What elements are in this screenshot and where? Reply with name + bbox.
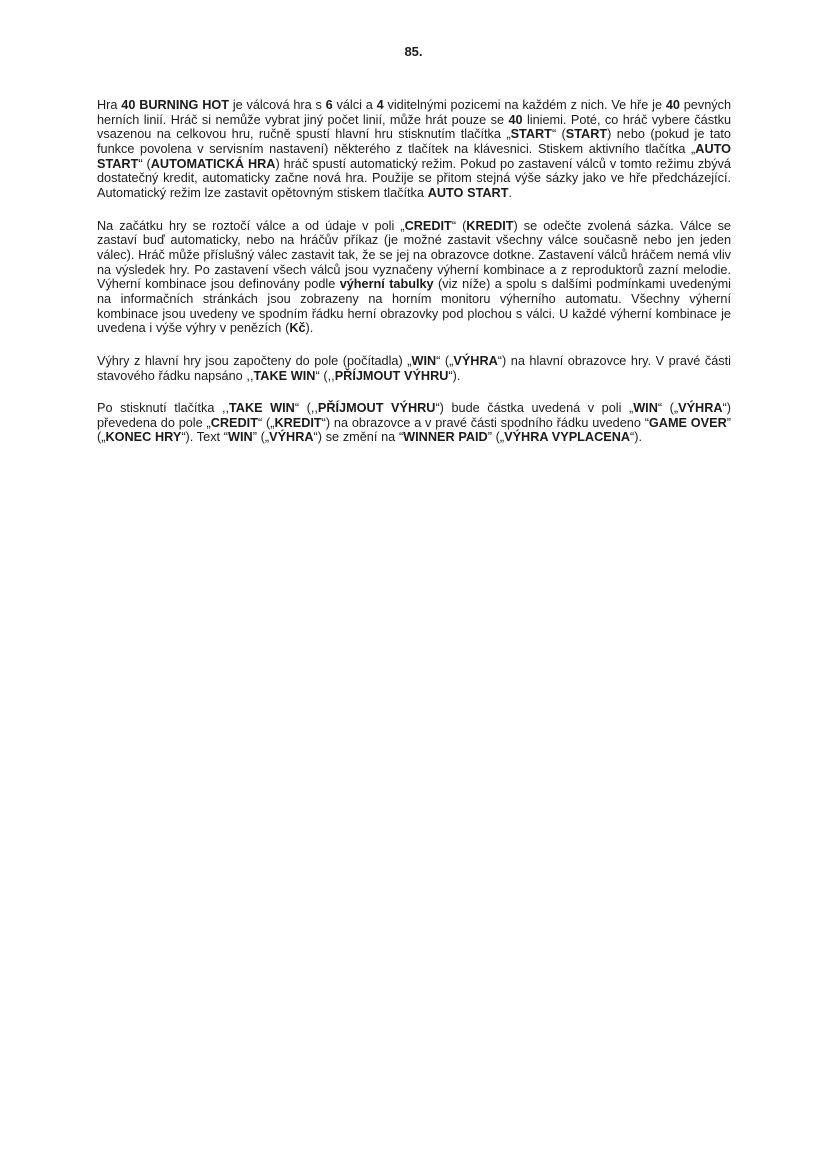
text-run: ). [305,321,314,336]
text-run: (viz níže) a spolu s dalšími podmínkami uvedenými na informačních stránkách jsou zobrazeny na horním monitoru výherního automatu. Všechny výherní kombinace jsou uvedeny ve spodním řádku herní obrazovky pod plochou s válci. U každé výherní kombinace je uvedena i výše výhry v penězích ( [97,277,731,336]
text-run-bold: GAME OVER [648,415,727,430]
text-run: ) se odečte zvolená sázka. Válce se zastaví buď automaticky, nebo na hráčův příkaz (je možné zastavit všechny válce současně nebo jen jeden válec). Hráč může příslušný válec zastavit tak, že se jej na obrazovce dotkne. Zastavení válců hráčem nemá vliv na výsledek hry. Po zastavení všech válců jsou vyznačeny výherní kombinace a z reproduktorů zazní melodie. Výherní kombinace jsou definovány podle [97,218,731,292]
paragraph [97,98,731,201]
text-run: Výhry z hlavní hry jsou započteny do pole (počítadla) „ [97,353,412,368]
text-run: Po stisknutí tlačítka ,, [97,401,229,416]
text-run-bold: WINNER PAID [403,430,488,445]
text-run-bold: START [565,127,608,142]
text-run-bold: Kč [289,321,306,336]
text-run: . [508,185,513,200]
text-run-bold: VÝHRA [678,401,723,416]
text-run-bold: PŘÍJMOUT VÝHRU [334,368,449,383]
text-run-bold: TAKE WIN [229,401,295,416]
text-run: ) nebo (pokud je tato funkce povolena v servisním nastavení) některého z tlačítek na klávesnici. Stiskem aktivního tlačítka „ [97,127,731,156]
text-run-bold: AUTOMATICKÁ HRA [150,156,276,171]
text-run-bold: KONEC HRY [105,430,182,445]
text-run-bold: PŘÍJMOUT VÝHRU [317,401,436,416]
text-run-bold: AUTO START [427,185,509,200]
text-run: viditelnými pozicemi na každém z nich. Ve hře je [383,98,666,112]
text-run: “ ( [138,156,151,171]
text-run-bold: TAKE WIN [253,368,316,383]
text-run: liniemi. Poté, co hráč vybere částku vsazenou na celkovou hru, ručně spustí hlavní hru stisknutím tlačítka „ [97,112,731,142]
text-run: pevných herních linií. Hráč si nemůže vybrat jiný počet linií, může hrát pouze se [97,98,732,127]
text-run: “) převedena do pole „ [97,401,731,430]
text-run-bold: výherní tabulky [339,277,434,292]
text-run: “ ( [451,218,467,233]
text-run: ” („ [487,430,505,445]
text-run: “ („ [257,415,275,430]
text-run: “) se změní na “ [313,430,404,445]
text-run-bold: WIN [411,353,437,368]
text-run-bold: 40 [665,98,680,112]
text-run-bold: 6 [325,98,333,112]
text-run-bold: 40 [508,112,523,127]
text-run: “). Text “ [181,430,229,445]
paragraph [97,354,731,383]
text-run: “ (,, [294,401,318,416]
text-run: ) hráč spustí automatický režim. Pokud po zastavení válců v tomto režimu zbývá dostatečný kredit, automaticky začne nová hra. Použije se přitom stejná výše sázky jako ve hře předcházející. Automatický režim lze zastavit opětovným stiskem tlačítka [97,156,731,200]
text-run: je válcová hra s [229,98,326,112]
text-run: “ („ [436,353,454,368]
text-run-bold: START [510,127,552,142]
text-run-bold: CREDIT [210,415,258,430]
text-run: ” („ [252,430,270,445]
text-run-bold: AUTO START [97,141,731,171]
paragraph [97,401,731,445]
text-run: “ („ [657,401,679,416]
text-run-bold: WIN [633,401,658,416]
paragraph [97,219,731,336]
text-run: “). [448,368,461,383]
text-run: Hra [97,98,122,112]
text-run-bold: KREDIT [466,218,514,233]
text-run-bold: KREDIT [274,415,322,430]
text-run-bold: CREDIT [404,218,452,233]
text-run: “) bude částka uvedená v poli „ [435,401,634,416]
page-number: 85. [404,44,423,59]
text-run-bold: VÝHRA [269,430,314,445]
text-run: válci a [332,98,377,112]
text-run: “) na hlavní obrazovce hry. V pravé části stavového řádku napsáno ,, [97,353,731,383]
text-run: “) na obrazovce a v pravé části spodního řádku uvedeno “ [321,415,649,430]
text-run-bold: 4 [376,98,384,112]
text-run-bold: 40 BURNING HOT [121,98,229,112]
text-run: “). [630,430,643,445]
text-run: ” („ [97,415,731,445]
text-run: “ (,, [315,368,335,383]
text-run-bold: WIN [228,430,253,445]
text-run: Na začátku hry se roztočí válce a od údaje v poli „ [97,218,405,233]
text-run: “ ( [551,127,566,142]
document-body [97,98,731,463]
text-run-bold: VÝHRA VYPLACENA [504,430,631,445]
text-run-bold: VÝHRA [453,353,498,368]
